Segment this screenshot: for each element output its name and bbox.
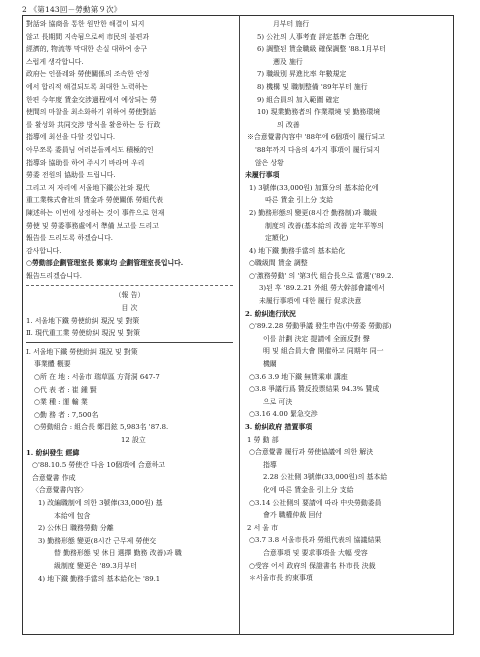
text-line: 6) 調整된 賃金職級 確保調整 '88.1月부터 (257, 45, 386, 54)
unfulfilled-item: 制度의 改善(基本給의 改善 定年平等의 (265, 221, 384, 230)
unfulfilled-item: ○職級間 賃金 調整 (249, 259, 308, 268)
subsection-heading: 事業體 槪要 (34, 360, 71, 369)
note-line: 않은 상황 (255, 158, 284, 167)
measure-line: ○合意覺書 履行과 勞使協議에 의한 解決 (249, 448, 374, 457)
progress-line: 으로 可決 (263, 397, 293, 406)
text-line: 7) 職級別 昇進比率 年數規定 (257, 70, 347, 79)
progress-line: 機關 (263, 360, 277, 369)
dispute-line: 1) 改編職制에 의한 3號俸(33,000원) 基 (38, 498, 163, 507)
section-heading: 1. 紛糾發生 經緯 (26, 448, 80, 457)
text-line: 重工業株式會社의 賃金과 勞使關係 勞組代表 (26, 196, 164, 205)
measure-line: 2.28 公社側 3號俸(33,000원)의 基本給 (263, 473, 388, 482)
section-heading: Ⅰ. 서울地下鐵 勞使紛糾 現況 및 對策 (26, 347, 138, 356)
note-line: ※合意覺書內容中 '88年에 6個項이 履行되고 (247, 133, 385, 142)
dispute-line: 本給에 包含 (54, 511, 91, 520)
section-heading: 3. 紛糾政府 措置事項 (245, 423, 313, 431)
overview-item: ○勤 務 者 : 7,500名 (34, 410, 99, 419)
text-line: 8) 機構 및 職制整備 '89年부터 施行 (257, 82, 368, 91)
dispute-line: 〈合意覺書內容〉 (32, 486, 88, 495)
report-heading: （報 告） (114, 291, 145, 300)
right-column (245, 18, 450, 633)
text-line: 에서 합리적 해결되도록 최대한 노력하는 (26, 82, 148, 91)
text-line: 스럽게 생각합니다. (26, 57, 84, 66)
unfulfilled-item: ○'激務勞動' 의 '第3代 組合長으로 當選'('89.2. (249, 271, 394, 280)
progress-line: ○3.8 爭議行爲 贊反投票結果 94.3% 贊成 (249, 385, 380, 394)
dispute-line: 級制度 變更은 '89.3月부터 (54, 561, 137, 570)
text-line: 勞委 전원의 協助를 드립니다. (26, 171, 116, 180)
left-column (26, 18, 233, 633)
toc-item: Ⅱ. 現代重工業 勞使紛糾 現況 및 對策 (26, 329, 141, 338)
motion-line: ○勞動部企劃管理室長 鄭東均 企劃管理室長입니다. (26, 259, 184, 268)
unfulfilled-item: 未履行事項에 대한 履行 促求決意 (259, 297, 362, 306)
dispute-line: 合意覺書 作成 (32, 473, 76, 482)
measure-line: 指導 (263, 460, 277, 469)
text-line: 10) 現業勤務者의 作業環境 및 勤務環境 (257, 108, 381, 117)
text-line: 報告를 드리도록 하겠습니다. (26, 234, 113, 243)
dispute-line: 替 勤務形態 및 休日 選擇 勤務 改善)과 職 (54, 549, 182, 558)
text-line: 아무쪼록 委員님 여러분들께서도 積極的인 (26, 145, 154, 154)
section-heading: 未履行事項 (245, 171, 280, 180)
overview-item: ○所 在 地 : 서울市 瑞草區 方背洞 647-7 (34, 373, 160, 382)
subsection-heading: 1 勞 動 部 (247, 435, 279, 444)
column-divider (239, 15, 240, 635)
text-line: 對話와 協商을 통한 원만한 해결이 되지 (26, 20, 145, 28)
page-header (22, 4, 122, 15)
unfulfilled-item: 2) 勤務形態의 變更(8시간 勤務制)과 職級 (249, 208, 378, 217)
text-line: 月부터 施行 (273, 20, 310, 28)
unfulfilled-item: 3)된 후 '89.2.21 外組 勞大幹部會議에서 (259, 284, 385, 293)
unfulfilled-item: 定額化) (265, 234, 289, 243)
text-line: 감사합니다. (26, 246, 62, 255)
dispute-line: 4) 地下鐵 勤務手當의 基本給化는 '89.1 (38, 574, 161, 583)
progress-line: ○3.16 4.00 緊急交渉 (249, 410, 318, 419)
text-line: 勞使 및 勞委事務處에서 準備 보고를 드리고 (26, 221, 159, 230)
progress-line: ○'89.2.28 勞動爭議 發生申告(中勞委 勞動部) (249, 322, 392, 331)
text-line: 를 활성화 共同交涉 방식을 활용하는 등 行政 (26, 120, 161, 129)
measure-line: ＊서울市長 約束事項 (249, 574, 313, 583)
dispute-line: 3) 勤務形態 變更(8시간 근무제 勞使交 (38, 536, 157, 545)
overview-item: ○業 種 : 運 輸 業 (34, 398, 88, 407)
text-line: 陳述하는 이번에 상정하는 것이 事件으로 현재 (26, 208, 165, 217)
overview-item: ○代 表 者 : 崔 鍾 賢 (34, 385, 97, 394)
toc-rule (26, 342, 233, 343)
motion-line: 報告드리겠습니다. (26, 271, 82, 280)
overview-item: 12 設立 (121, 436, 146, 444)
unfulfilled-item: 따른 賃金 引上分 支給 (265, 196, 334, 205)
text-line: 5) 公社의 人事考査 評定基準 合理化 (257, 32, 370, 41)
toc-heading: 目 次 (121, 304, 138, 313)
unfulfilled-item: 4) 地下鐵 勤務手當의 基本給化 (249, 246, 346, 255)
dispute-line: ○'88.10.5 勞使간 다음 10個項에 合意하고 (32, 461, 166, 470)
measure-line: ○3.14 公社側의 要請에 따라 中央勞動委員 (249, 498, 382, 507)
section-heading: 2. 紛糾進行狀況 (245, 309, 296, 318)
text-line: 經濟的, 物流等 막대한 손실 대하여 송구 (26, 45, 148, 54)
text-line: 指導에 최선을 다할 것입니다. (26, 133, 116, 142)
text-line: 그리고 저 자리에 서울地下鐵公社와 現代 (26, 183, 150, 192)
measure-line: 會가 職權仲裁 回付 (263, 511, 323, 520)
text-line: 않고 長期間 지속됨으로써 市民의 불편과 (26, 32, 150, 41)
text-line: 9) 組合員의 加入範圍 確定 (257, 95, 340, 104)
page-title: 《第143回－勞動第９次》 (29, 5, 122, 14)
text-line: 한편 今年度 賃金交涉過程에서 예상되는 勞 (26, 95, 157, 104)
progress-line: ○3.6 3.9 地下鐵 無賃乘車 講座 (249, 372, 348, 381)
text-line: 遡及 施行 (273, 57, 303, 66)
toc-item: 1. 서울地下鐵 勞使紛糾 現況 및 對策 (26, 316, 140, 325)
text-line: 政府는 인플레와 勞使關係의 조속한 안정 (26, 70, 150, 79)
text-line: 의 改善 (277, 120, 300, 129)
note-line: '88年까지 다음의 4가지 事項이 履行되지 (255, 145, 380, 154)
text-line: 指導와 協助를 하여 주시기 바라며 우리 (26, 158, 145, 167)
page-number: 2 (22, 5, 27, 14)
section-dash-rule (26, 285, 233, 286)
measure-line: 化에 따른 賃金을 引上分 支給 (263, 485, 354, 494)
text-line: 使間의 마찰을 최소화하기 위하여 勞使對話 (26, 108, 156, 117)
progress-line: 明 및 組合員大會 開催하고 同期年 同一 (263, 347, 384, 356)
unfulfilled-item: 1) 3號俸(33,000원) 加算分의 基本給化에 (249, 183, 379, 192)
subsection-heading: 2 서 울 市 (247, 523, 279, 532)
progress-line: 이를 計劃 決定 提請에 全面反對 聲 (263, 334, 370, 343)
measure-line: 合意事項 및 要求事項을 大幅 受容 (263, 548, 368, 557)
measure-line: ○3.7 3.8 서울市長과 勞組代表의 協議結果 (249, 536, 382, 545)
dispute-line: 2) 公休日 職務勞動 分離 (38, 524, 114, 533)
overview-item: ○勞動組合 : 組合長 鄭昌鉉 5,983名 '87.8. (34, 423, 169, 432)
measure-line: ○受容 어서 政府의 保證書名 朴市長 決裁 (249, 561, 376, 570)
